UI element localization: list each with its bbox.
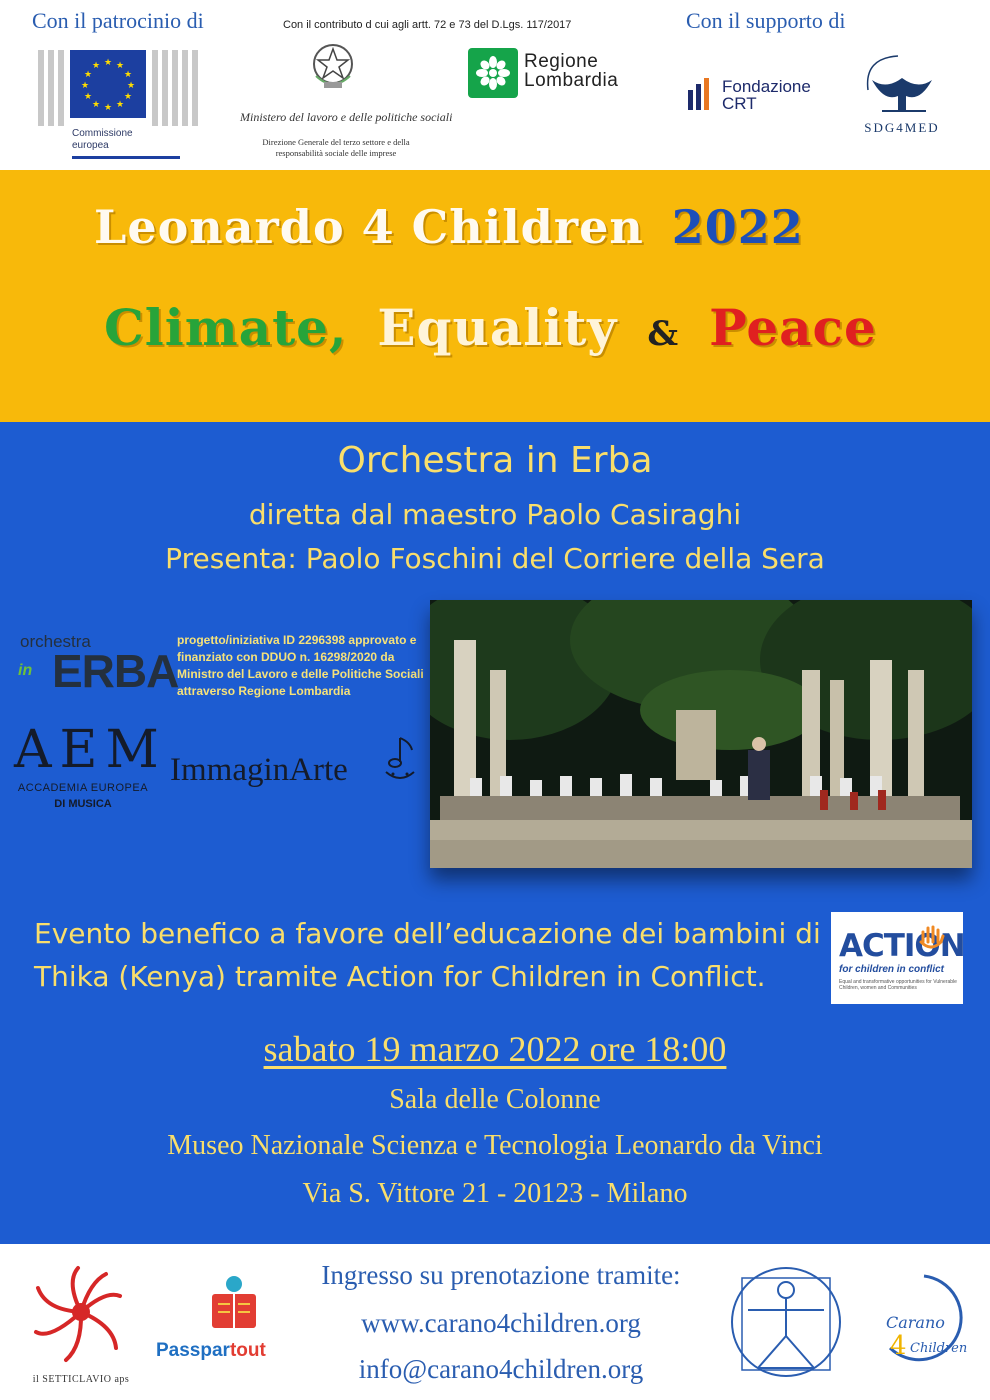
svg-text:★: ★	[83, 92, 93, 102]
passpartout-part1: Passpar	[156, 1340, 230, 1361]
booking-website-link[interactable]: www.carano4children.org	[361, 1308, 641, 1338]
music-note-smile-icon	[382, 734, 418, 786]
patrocinio-label: Con il patrocinio di	[32, 8, 204, 33]
eu-flag-icon	[70, 50, 146, 118]
erba-in-text: in	[18, 662, 33, 679]
benefit-line1: Evento benefico a favore dell’educazione dei bambini di	[34, 917, 821, 950]
eu-caption	[72, 128, 133, 152]
event-title	[94, 200, 804, 254]
crt-line2: CRT	[722, 94, 757, 113]
action-word: ACTION	[839, 928, 965, 964]
orchestra-in-erba-logo	[18, 632, 179, 702]
erba-big-text: ERBA	[52, 645, 179, 697]
eu-caption-line2: europea	[72, 140, 109, 151]
svg-text:★: ★	[83, 70, 93, 80]
svg-text:★: ★	[123, 70, 133, 80]
passpartout-part2: tout	[229, 1340, 266, 1361]
european-commission-logo	[36, 42, 206, 160]
orchestra-concert-photo	[430, 600, 972, 868]
contributo-text: Con il contributo d cui agli artt. 72 e 73 del D.Lgs. 117/2017	[283, 19, 572, 31]
action-fineprint: Equal and transformative opportunities for Vulnerable Children, women and Communities	[839, 979, 957, 991]
booking-email-link[interactable]: info@carano4children.org	[358, 1354, 644, 1384]
crt-text	[722, 78, 811, 112]
svg-text:Carano: Carano	[886, 1313, 945, 1332]
aem-caption2: DI MUSICA	[54, 798, 112, 810]
svg-text:★: ★	[126, 81, 136, 91]
action-subtitle: for children in conflict	[839, 964, 945, 975]
benefit-line2: Thika (Kenya) tramite Action for Children in Conflict.	[34, 960, 766, 993]
svg-text:★: ★	[91, 100, 101, 110]
venue-museum: Museo Nazionale Scienza e Tecnologia Leonardo da Vinci	[167, 1130, 823, 1161]
booking-footer	[0, 1244, 990, 1400]
hand-icon	[917, 922, 947, 952]
sdg4med-logo	[852, 50, 952, 140]
passpartout-logo	[156, 1274, 296, 1374]
ministero-dir-line1: Direzione Generale del terzo settore e della	[262, 137, 410, 147]
sdg4med-text: SDG4MED	[864, 120, 940, 135]
passpartout-text	[156, 1340, 266, 1362]
svg-text:★: ★	[115, 100, 125, 110]
subtitle-peace: Peace	[709, 298, 877, 357]
svg-text:★: ★	[123, 92, 133, 102]
accademia-europea-logo	[8, 720, 167, 816]
lombardia-rose-icon	[468, 48, 518, 98]
ministero-direzione	[250, 137, 422, 159]
immaginarte-logo: ImmaginArte	[170, 752, 348, 788]
subtitle-ampersand: &	[647, 314, 680, 354]
whale-tail-icon	[852, 50, 952, 118]
ministero-dir-line2: responsabilità sociale delle imprese	[275, 148, 397, 158]
crt-bars-icon	[686, 78, 718, 110]
svg-text:★: ★	[103, 58, 113, 68]
italian-republic-emblem-icon	[308, 40, 358, 92]
director-line: diretta dal maestro Paolo Casiraghi	[248, 498, 742, 531]
regione-lombardia-logo	[468, 48, 638, 98]
event-details	[0, 422, 990, 1244]
title-year: 2022	[671, 200, 804, 254]
svg-text:4: 4	[890, 1331, 907, 1361]
title-leonardo-children: Leonardo 4 Children	[94, 200, 644, 254]
crt-line1: Fondazione	[722, 77, 811, 96]
svg-text:★: ★	[91, 61, 101, 71]
action-for-children-logo	[831, 912, 963, 1004]
project-funding-text: progetto/iniziativa ID 2296398 approvato e finanziato con DDUO n. 16298/2020 da Ministro del Lavoro e delle Politiche Sociali attraverso Regione Lombardia	[177, 633, 424, 698]
setticlavio-text: il SETTICLAVIO aps	[32, 1374, 130, 1385]
venue-room: Sala delle Colonne	[389, 1084, 601, 1115]
orchestra-title: Orchestra in Erba	[337, 440, 653, 481]
setticlavio-flower-icon	[16, 1262, 146, 1370]
svg-text:★: ★	[103, 103, 113, 113]
svg-text:★: ★	[80, 81, 90, 91]
carano4children-logo	[876, 1268, 972, 1378]
lombardia-line1: Regione	[524, 51, 599, 72]
presenter-line: Presenta: Paolo Foschini del Corriere della Sera	[165, 542, 825, 575]
lombardia-line2: Lombardia	[524, 70, 619, 91]
ministero-name: Ministero del lavoro e delle politiche sociali	[240, 110, 453, 124]
aem-caption1: ACCADEMIA EUROPEA	[17, 782, 149, 794]
subtitle-equality: Equality	[377, 298, 618, 357]
vitruvian-man-icon	[728, 1260, 844, 1386]
svg-text:Children: Children	[910, 1341, 968, 1356]
aem-mark: AEM	[14, 720, 167, 780]
booking-label: Ingresso su prenotazione tramite:	[321, 1260, 681, 1290]
fondazione-crt-logo	[686, 76, 826, 116]
eu-caption-line1: Commissione	[72, 128, 133, 139]
lombardia-text	[524, 52, 618, 90]
event-date: sabato 19 marzo 2022 ore 18:00	[263, 1029, 727, 1069]
sponsor-header	[0, 0, 990, 170]
title-banner	[0, 170, 990, 422]
event-subtitle	[104, 298, 877, 357]
venue-address: Via S. Vittore 21 - 20123 - Milano	[302, 1178, 688, 1209]
erba-small-text: orchestra	[20, 632, 91, 651]
benefit-text	[34, 912, 824, 998]
supporto-label: Con il supporto di	[686, 8, 846, 33]
svg-text:★: ★	[115, 61, 125, 71]
eu-underline	[72, 156, 180, 159]
subtitle-climate: Climate,	[104, 298, 348, 357]
book-reader-icon	[202, 1274, 262, 1338]
setticlavio-logo	[16, 1262, 146, 1388]
